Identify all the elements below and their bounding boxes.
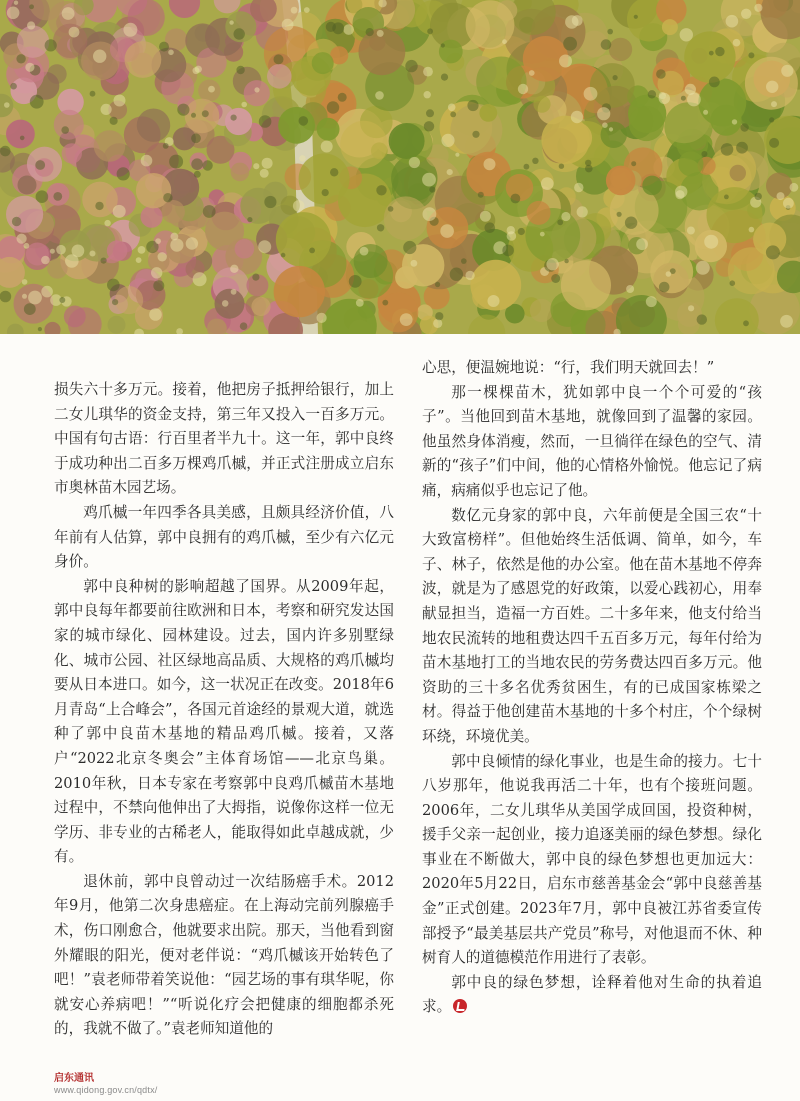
article-paragraph bbox=[54, 378, 394, 501]
footer-url: www.qidong.gov.cn/qdtx/ bbox=[54, 1085, 158, 1095]
article-paragraph bbox=[422, 381, 762, 504]
paragraph-text: 退休前，郭中良曾动过一次结肠癌手术。2012年9月，他第二次身患癌症。在上海动完前列腺癌手术，伤口刚愈合，他就要求出院。那天，当他看到窗外耀眼的阳光，便对老伴说：“鸡爪槭该开始转色了吧！”袁老师带着笑说他：“园艺场的事有琪华呢，你就安心养病吧！”“听说化疗会把健康的细胞都杀死的，我就不做了。”袁老师知道他的 bbox=[54, 872, 394, 1038]
footer-brand: 启东通讯 bbox=[54, 1073, 94, 1084]
paragraph-text: 数亿元身家的郭中良，六年前便是全国三农“十大致富榜样”。但他始终生活低调、简单，如今，车子、林子，依然是他的办公室。他在苗木基地不停奔波，就是为了感恩党的好政策，以爱心践初心，用奉献显担当，造福一方百姓。二十多年来，他支付给当地农民流转的地租费达四千五百多万元，每年付给为苗木基地打工的当地农民的劳务费达四百多万元。他资助的三十多名优秀贫困生，有的已成国家栋梁之材。得益于他创建苗木基地的十多个村庄，个个绿树环绕，环境优美。 bbox=[422, 506, 762, 745]
article-paragraph bbox=[422, 504, 762, 750]
paragraph-text: 心思，便温婉地说：“行，我们明天就回去！” bbox=[422, 359, 715, 376]
article-paragraph bbox=[54, 575, 394, 870]
article-column-right bbox=[422, 356, 762, 1020]
article-paragraph bbox=[422, 971, 762, 1020]
aerial-tree-photo bbox=[0, 0, 800, 334]
article-paragraph bbox=[54, 501, 394, 575]
paragraph-text: 那一棵棵苗木，犹如郭中良一个个可爱的“孩子”。当他回到苗木基地，就像回到了温馨的家园。他虽然身体消瘦，然而，一旦徜徉在绿色的空气、清新的“孩子”们中间，他的心情格外愉悦。他忘记了病痛，病痛似乎也忘记了他。 bbox=[422, 383, 762, 499]
paragraph-text: 郭中良种树的影响超越了国界。从2009年起，郭中良每年都要前往欧洲和日本，考察和研究发达国家的城市绿化、园林建设。过去，国内许多别墅绿化、城市公园、社区绿地高品质、大规格的鸡爪槭均要从日本进口。如今，这一状况正在改变。2018年6月青岛“上合峰会”，各国元首途经的景观大道，就选种了郭中良苗木基地的精品鸡爪槭。接着，又落户“2022北京冬奥会”主体育场馆——北京鸟巢。2010年秋，日本专家在考察郭中良鸡爪槭苗木基地过程中，不禁向他伸出了大拇指，说像你这样一位无学历、非专业的古稀老人，能取得如此卓越成就，少有。 bbox=[54, 577, 394, 866]
article-paragraph bbox=[422, 356, 762, 381]
article-paragraph bbox=[54, 870, 394, 1042]
article-column-left bbox=[54, 378, 394, 1042]
article-paragraph bbox=[422, 750, 762, 971]
page-footer bbox=[54, 1073, 158, 1096]
paragraph-text: 郭中良的绿色梦想，诠释着他对生命的执着追求。 bbox=[422, 973, 762, 1016]
paragraph-text: 鸡爪槭一年四季各具美感，且颇具经济价值，八年前有人估算，郭中良拥有的鸡爪槭，至少有六亿元身价。 bbox=[54, 503, 394, 571]
paragraph-text: 郭中良倾情的绿化事业，也是生命的接力。七十八岁那年，他说我再活二十年，也有个接班问题。2006年，二女儿琪华从美国学成回国，投资种树，援手父亲一起创业，接力追逐美丽的绿色梦想。绿化事业在不断做大，郭中良的绿色梦想也更加远大：2020年5月22日，启东市慈善基金会“郭中良慈善基金”正式创建。2023年7月，郭中良被江苏省委宣传部授予“最美基层共产党员”称号，对他退而不休、种树育人的道德模范作用进行了表彰。 bbox=[422, 752, 762, 967]
paragraph-text: 损失六十多万元。接着，他把房子抵押给银行，加上二女儿琪华的资金支持，第三年又投入一百多万元。中国有句古语：行百里者半九十。这一年，郭中良终于成功种出二百多万棵鸡爪槭，并正式注册成立启东市奥林苗木园艺场。 bbox=[54, 381, 394, 497]
aerial-tree-photo-graphic bbox=[0, 0, 800, 334]
end-mark-icon bbox=[453, 999, 467, 1013]
